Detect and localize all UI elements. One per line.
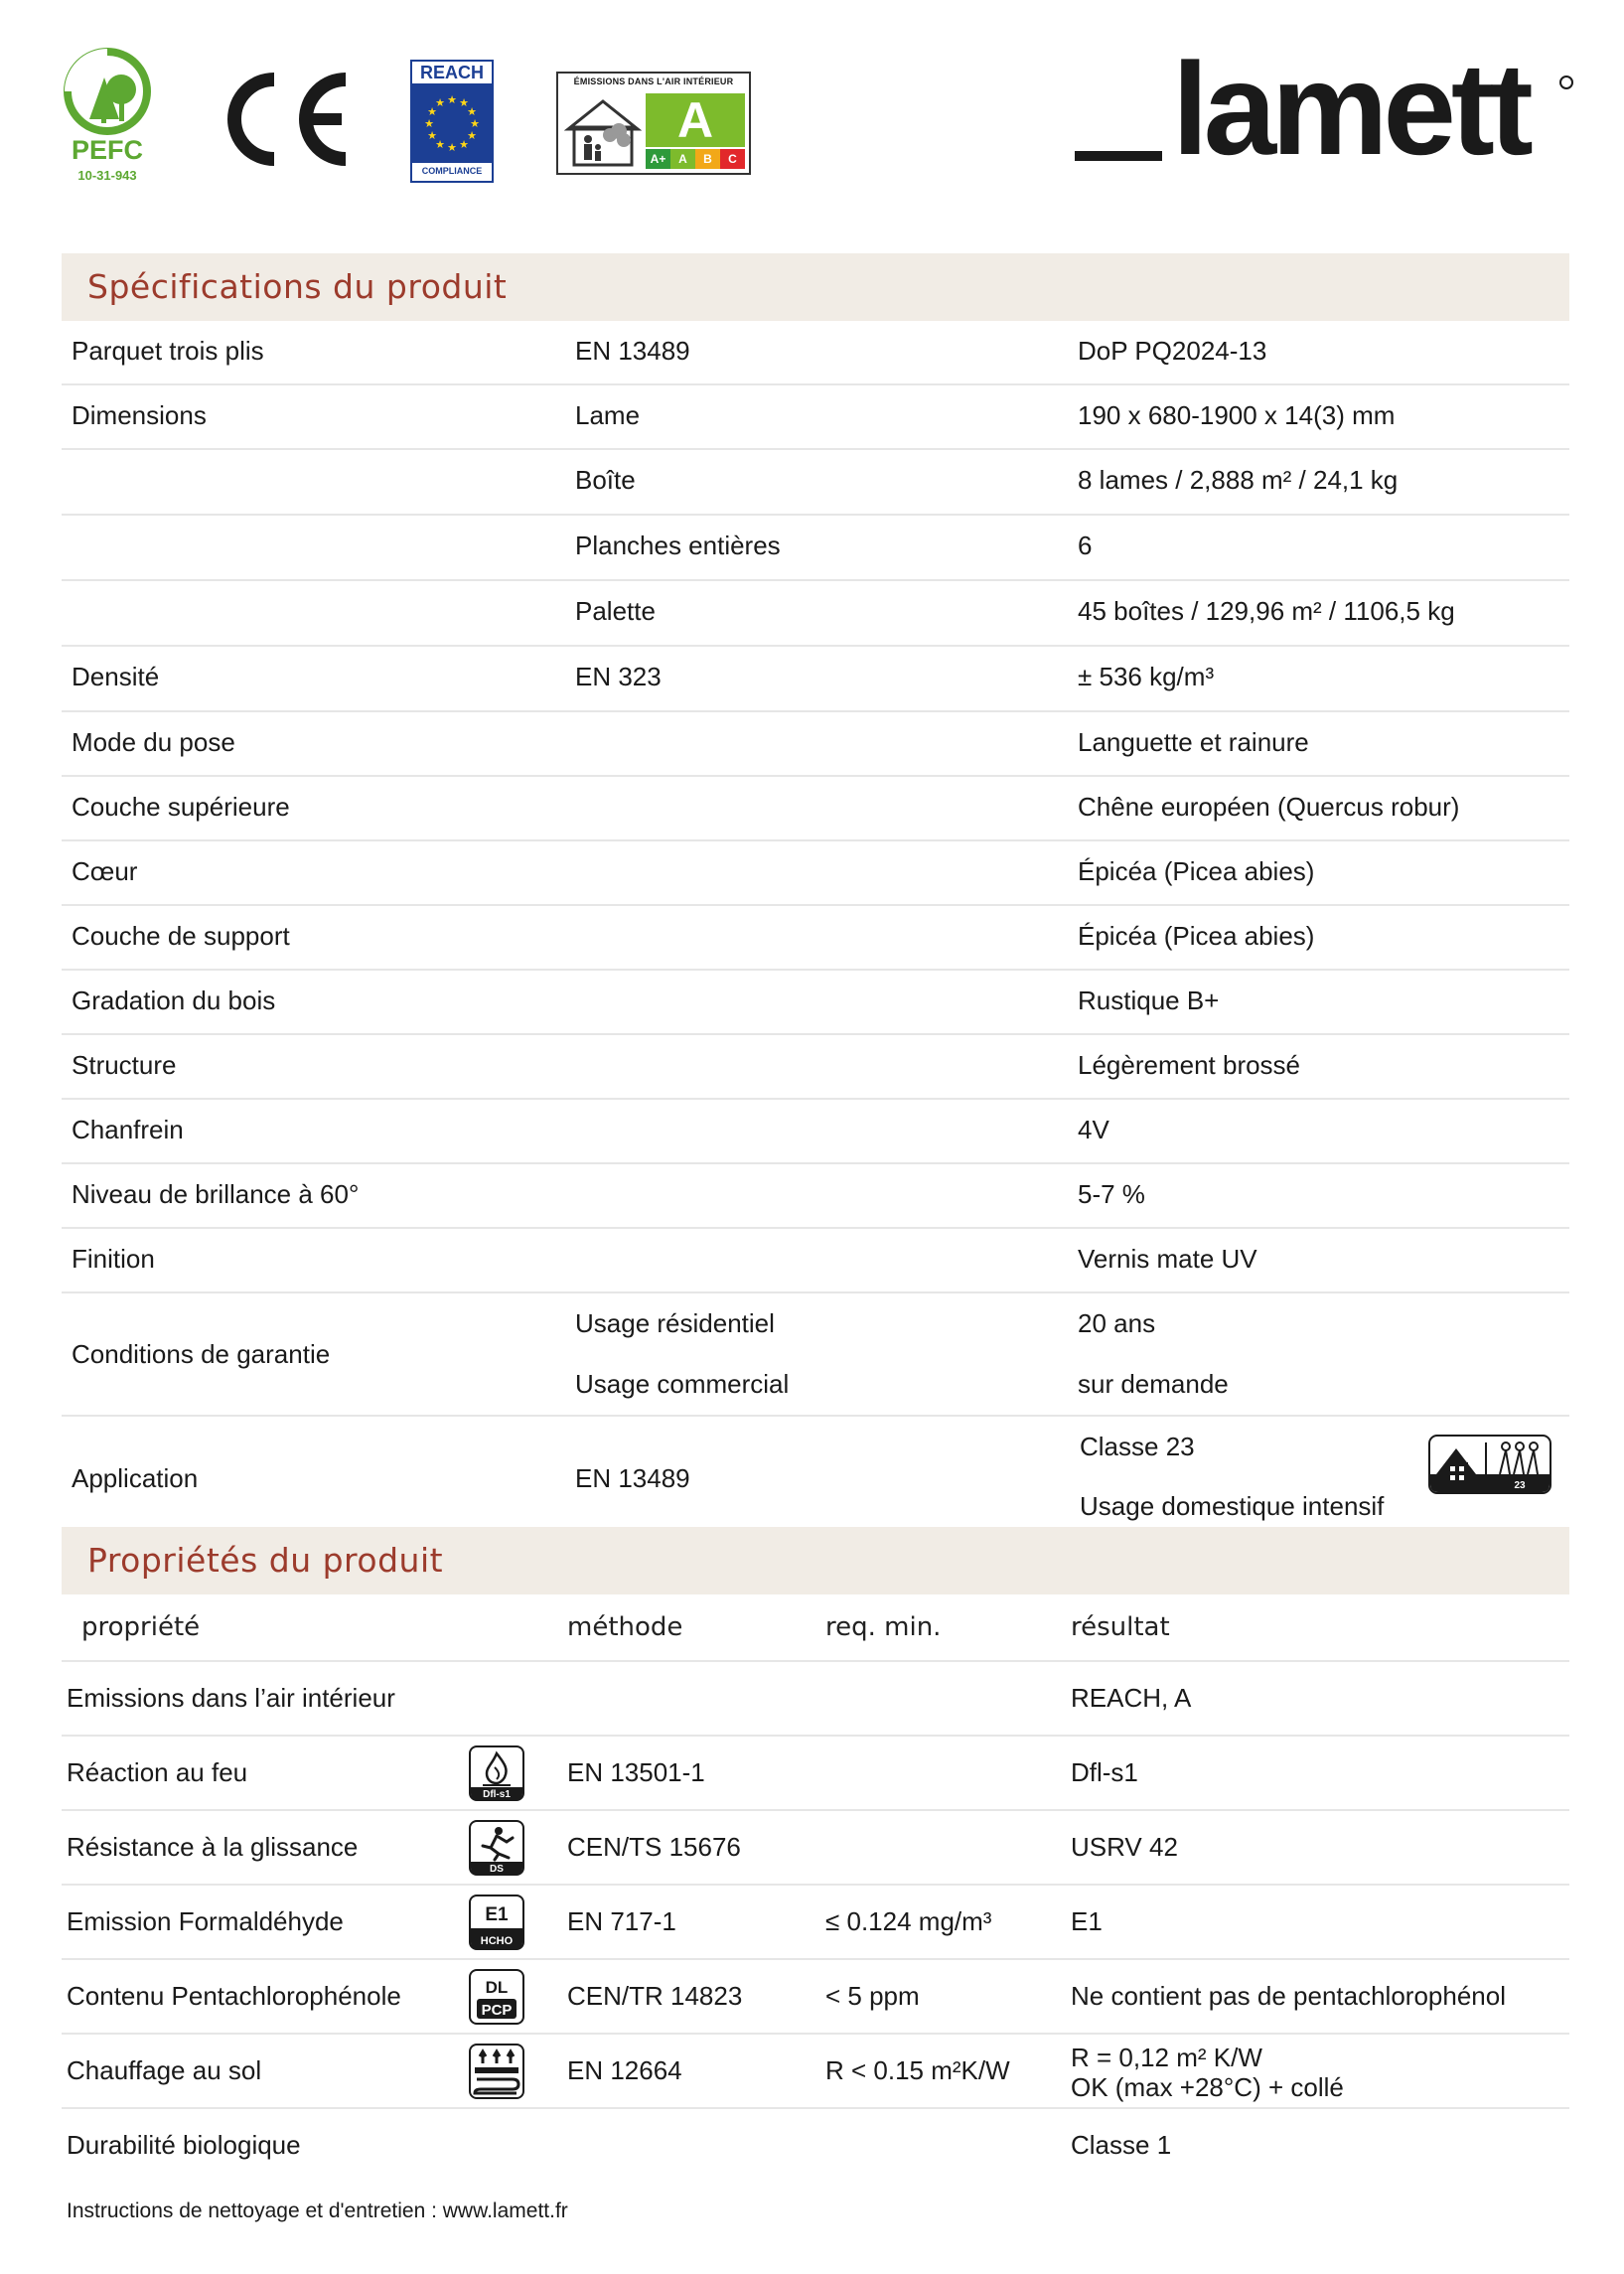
spec-label: Chanfrein <box>72 1115 184 1144</box>
fire-icon-label: Dfl-s1 <box>483 1789 511 1800</box>
spec-sub: EN 13489 <box>575 336 690 366</box>
spec-label: Application <box>72 1463 199 1493</box>
property-name: Réaction au feu <box>67 1757 248 1787</box>
spec-row-installation <box>62 712 1569 777</box>
emissions-title: ÉMISSIONS DANS L'AIR INTÉRIEUR <box>573 76 734 86</box>
reach-compliance-logo <box>410 60 494 183</box>
spec-row-top-layer <box>62 777 1569 841</box>
column-header-result: résultat <box>1071 1612 1170 1642</box>
spec-sub: Boîte <box>575 465 636 495</box>
emissions-grade: A <box>646 93 745 147</box>
spec-value: 5-7 % <box>1078 1179 1145 1209</box>
ce-mark-logo <box>217 70 356 169</box>
scale-c: C <box>720 149 745 169</box>
scale-a-plus: A+ <box>646 149 670 169</box>
reach-subtitle: COMPLIANCE <box>421 166 483 176</box>
slip-icon-label: DS <box>490 1864 504 1875</box>
floor-heating-resistance: R = 0,12 m² K/W <box>1071 2043 1262 2072</box>
property-method: CEN/TS 15676 <box>567 1832 741 1862</box>
spec-value: 4V <box>1078 1115 1109 1144</box>
fire-icon <box>469 1745 524 1801</box>
property-result <box>1071 2043 1344 2102</box>
spec-label: Densité <box>72 662 160 691</box>
property-result: USRV 42 <box>1071 1832 1178 1862</box>
svg-text:★: ★ <box>447 93 457 106</box>
spec-value: Languette et rainure <box>1078 727 1309 757</box>
property-method: CEN/TR 14823 <box>567 1981 743 2011</box>
pefc-name: PEFC <box>71 135 144 165</box>
property-req: R < 0.15 m²K/W <box>825 2055 1010 2085</box>
svg-text:★: ★ <box>427 105 437 118</box>
specifications-title: Spécifications du produit <box>87 267 508 306</box>
spec-sub: Planches entières <box>575 531 781 560</box>
spec-sub: Palette <box>575 596 656 626</box>
spec-label: Mode du pose <box>72 727 235 757</box>
svg-text:★: ★ <box>467 129 477 142</box>
spec-value: Rustique B+ <box>1078 985 1220 1015</box>
column-header-property: propriété <box>81 1612 201 1642</box>
property-req: < 5 ppm <box>825 1981 920 2011</box>
property-method: EN 12664 <box>567 2055 682 2085</box>
spec-label: Couche supérieure <box>72 792 290 822</box>
spec-label: Couche de support <box>72 921 290 951</box>
spec-label: Dimensions <box>72 400 207 430</box>
property-result: Classe 1 <box>1071 2130 1172 2160</box>
class-23-icon <box>1428 1435 1551 1494</box>
formaldehyde-icon <box>469 1895 524 1950</box>
svg-text:★: ★ <box>435 96 445 109</box>
spec-row-core <box>62 841 1569 906</box>
property-method: EN 13501-1 <box>567 1757 705 1787</box>
svg-text:★: ★ <box>470 117 480 130</box>
application-class: Classe 23 <box>1080 1432 1195 1461</box>
spec-value: Vernis mate UV <box>1078 1244 1257 1274</box>
lamett-logo <box>1075 36 1571 187</box>
spec-value: ± 536 kg/m³ <box>1078 662 1215 691</box>
specifications-table <box>62 321 1569 1541</box>
property-row-fire <box>62 1737 1569 1811</box>
brand-name: lamett <box>1172 36 1529 182</box>
house-icon <box>564 95 642 167</box>
svg-text:★: ★ <box>435 138 445 151</box>
warranty-commercial-value: sur demande <box>1078 1369 1229 1399</box>
scale-b: B <box>695 149 720 169</box>
spec-row-density <box>62 647 1569 712</box>
property-result: REACH, A <box>1071 1683 1192 1713</box>
column-header-method: méthode <box>567 1612 683 1642</box>
property-result: Dfl-s1 <box>1071 1757 1138 1787</box>
property-name: Résistance à la glissance <box>67 1832 359 1862</box>
svg-text:★: ★ <box>467 105 477 118</box>
pcp-icon <box>469 1969 524 2025</box>
spec-sub: EN 13489 <box>575 1463 690 1493</box>
column-header-req: req. min. <box>825 1612 942 1642</box>
spec-sub: Lame <box>575 400 641 430</box>
spec-row-application <box>62 1417 1569 1541</box>
property-row-emissions <box>62 1662 1569 1737</box>
footer-maintenance-link[interactable]: Instructions de nettoyage et d'entretien : www.lamett.fr <box>67 2199 568 2222</box>
spec-row-structure <box>62 1035 1569 1100</box>
formaldehyde-icon-label: E1 <box>485 1904 509 1925</box>
formaldehyde-icon-sublabel: HCHO <box>480 1935 514 1947</box>
specifications-header <box>62 253 1569 321</box>
spec-row-parquet <box>62 321 1569 385</box>
property-name: Contenu Pentachlorophénole <box>67 1981 401 2011</box>
spec-value: Légèrement brossé <box>1078 1050 1301 1080</box>
spec-value: 6 <box>1078 531 1093 560</box>
warranty-residential-value: 20 ans <box>1078 1308 1156 1338</box>
property-row-slip <box>62 1811 1569 1886</box>
spec-value: 45 boîtes / 129,96 m² / 1106,5 kg <box>1078 596 1455 626</box>
spec-row-gloss <box>62 1164 1569 1229</box>
property-name: Durabilité biologique <box>67 2130 301 2160</box>
property-method: EN 717-1 <box>567 1906 676 1936</box>
spec-value: DoP PQ2024-13 <box>1078 336 1267 366</box>
property-row-durability <box>62 2109 1569 2182</box>
reach-title: REACH <box>419 63 484 82</box>
svg-text:★: ★ <box>459 138 469 151</box>
pefc-code: 10-31-943 <box>77 168 137 183</box>
warranty-commercial-label: Usage commercial <box>575 1369 790 1399</box>
application-usage: Usage domestique intensif <box>1080 1491 1385 1521</box>
scale-a: A <box>670 149 695 169</box>
spec-label: Structure <box>72 1050 177 1080</box>
property-result: Ne contient pas de pentachlorophénol <box>1071 1981 1506 2011</box>
floor-heating-icon <box>469 2044 524 2099</box>
spec-row-dimensions <box>62 385 1569 450</box>
brand-underline <box>1075 151 1162 161</box>
spec-row-bevel <box>62 1100 1569 1164</box>
spec-row-full-boards <box>62 516 1569 581</box>
properties-header <box>62 1527 1569 1594</box>
spec-label: Conditions de garantie <box>72 1339 331 1369</box>
spec-value: Épicéa (Picea abies) <box>1078 856 1315 886</box>
property-row-pcp <box>62 1960 1569 2035</box>
pcp-icon-sublabel: PCP <box>481 2002 513 2019</box>
properties-title: Propriétés du produit <box>87 1541 444 1580</box>
property-name: Emission Formaldéhyde <box>67 1906 344 1936</box>
spec-row-finish <box>62 1229 1569 1293</box>
spec-value: 190 x 680-1900 x 14(3) mm <box>1078 400 1396 430</box>
spec-row-warranty <box>62 1293 1569 1417</box>
spec-sub: EN 323 <box>575 662 662 691</box>
eu-flag-icon <box>412 83 492 163</box>
properties-table <box>62 1594 1569 2182</box>
spec-value: Chêne européen (Quercus robur) <box>1078 792 1460 822</box>
warranty-residential-label: Usage résidentiel <box>575 1308 775 1338</box>
spec-value: Épicéa (Picea abies) <box>1078 921 1315 951</box>
property-name: Emissions dans l’air intérieur <box>67 1683 395 1713</box>
svg-text:★: ★ <box>424 117 434 130</box>
spec-label: Parquet trois plis <box>72 336 264 366</box>
slip-icon <box>469 1820 524 1876</box>
spec-value: 8 lames / 2,888 m² / 24,1 kg <box>1078 465 1399 495</box>
floor-heating-note: OK (max +28°C) + collé <box>1071 2072 1344 2102</box>
spec-row-pallet <box>62 581 1569 647</box>
property-row-floor-heating <box>62 2035 1569 2109</box>
properties-column-headers <box>62 1594 1569 1662</box>
spec-label: Finition <box>72 1244 155 1274</box>
emissions-scale <box>646 149 745 169</box>
registered-mark-icon <box>1559 76 1573 89</box>
spec-label: Cœur <box>72 856 138 886</box>
certification-logos <box>60 36 1569 197</box>
property-result: E1 <box>1071 1906 1103 1936</box>
property-name: Chauffage au sol <box>67 2055 262 2085</box>
spec-row-grade <box>62 971 1569 1035</box>
spec-row-backing <box>62 906 1569 971</box>
spec-row-box <box>62 450 1569 516</box>
spec-label: Gradation du bois <box>72 985 276 1015</box>
svg-text:★: ★ <box>447 141 457 154</box>
indoor-emissions-label <box>556 72 751 175</box>
property-row-formaldehyde <box>62 1886 1569 1960</box>
svg-text:★: ★ <box>459 96 469 109</box>
property-req: ≤ 0.124 mg/m³ <box>825 1906 992 1936</box>
svg-text:★: ★ <box>427 129 437 142</box>
class-23-label: 23 <box>1514 1480 1526 1491</box>
pcp-icon-label: DL <box>485 1978 509 1997</box>
spec-label: Niveau de brillance à 60° <box>72 1179 360 1209</box>
pefc-logo <box>60 48 159 187</box>
